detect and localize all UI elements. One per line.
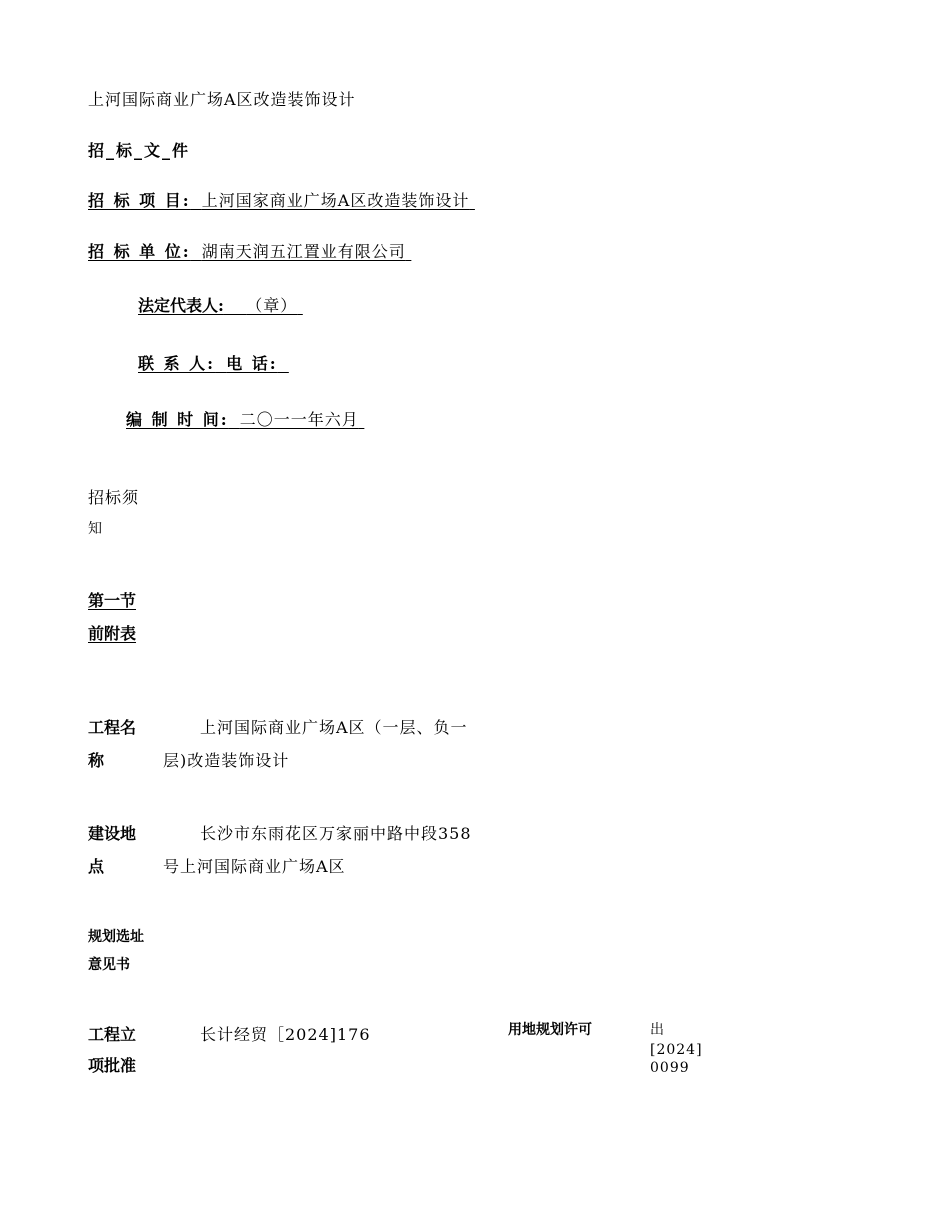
unit-label: 招 标 单 位: (88, 242, 191, 261)
legal-rep-label: 法定代表人: (138, 296, 224, 315)
section-line1: 第一节 (88, 591, 137, 610)
land-permit-label: 用地规划许可 (508, 1022, 592, 1038)
planning-label-2: 意见书 (88, 957, 130, 973)
date-row (126, 412, 364, 428)
land-permit-value-2: [2024] (650, 1042, 703, 1058)
date-line (126, 410, 364, 429)
legal-rep-line (138, 296, 303, 315)
contact-line (138, 354, 289, 373)
header-title: 上河国际商业广场A区改造装饰设计 (88, 90, 356, 109)
unit-value: 湖南天润五江置业有限公司 (201, 242, 406, 261)
notice-title-line2: 知 (88, 521, 103, 537)
site-value-1: 长沙市东雨花区万家丽中路中段358 (200, 824, 472, 843)
site-label-2: 点 (88, 857, 105, 876)
planning-label-1: 规划选址 (88, 929, 144, 945)
section-subheading (88, 626, 136, 642)
project-name-value-2: 层)改造装饰设计 (163, 751, 290, 770)
approval-value: 长计经贸［2024]176 (200, 1025, 371, 1044)
project-label: 招 标 项 目: (88, 191, 191, 210)
unit-line (88, 242, 411, 261)
project-line (88, 191, 475, 210)
approval-label-1: 工程立 (88, 1025, 137, 1044)
land-permit-value-1: 出 (650, 1022, 665, 1038)
contact-row (138, 356, 289, 372)
unit-row (88, 244, 411, 260)
project-name-value-1: 上河国际商业广场A区（一层、负一 (200, 718, 468, 737)
doc-title: 招_标_文_件 (88, 141, 191, 160)
contact-label: 联 系 人: (138, 354, 216, 373)
project-name-label-2: 称 (88, 751, 105, 770)
project-row (88, 193, 475, 209)
project-value: 上河国家商业广场A区改造装饰设计 (201, 191, 470, 210)
legal-rep-value: （章） (246, 296, 298, 315)
site-value-2: 号上河国际商业广场A区 (163, 857, 346, 876)
notice-title-line1: 招标须 (88, 488, 140, 507)
phone-label: 电 话: (226, 354, 278, 373)
project-name-label-1: 工程名 (88, 718, 137, 737)
legal-rep-row (138, 298, 303, 314)
section-line2: 前附表 (88, 624, 137, 643)
site-label-1: 建设地 (88, 824, 137, 843)
date-value: 二〇一一年六月 (239, 410, 359, 429)
section-heading (88, 593, 136, 609)
land-permit-value-3: 0099 (650, 1060, 690, 1076)
date-label: 编 制 时 间: (126, 410, 229, 429)
approval-label-2: 项批准 (88, 1056, 137, 1075)
